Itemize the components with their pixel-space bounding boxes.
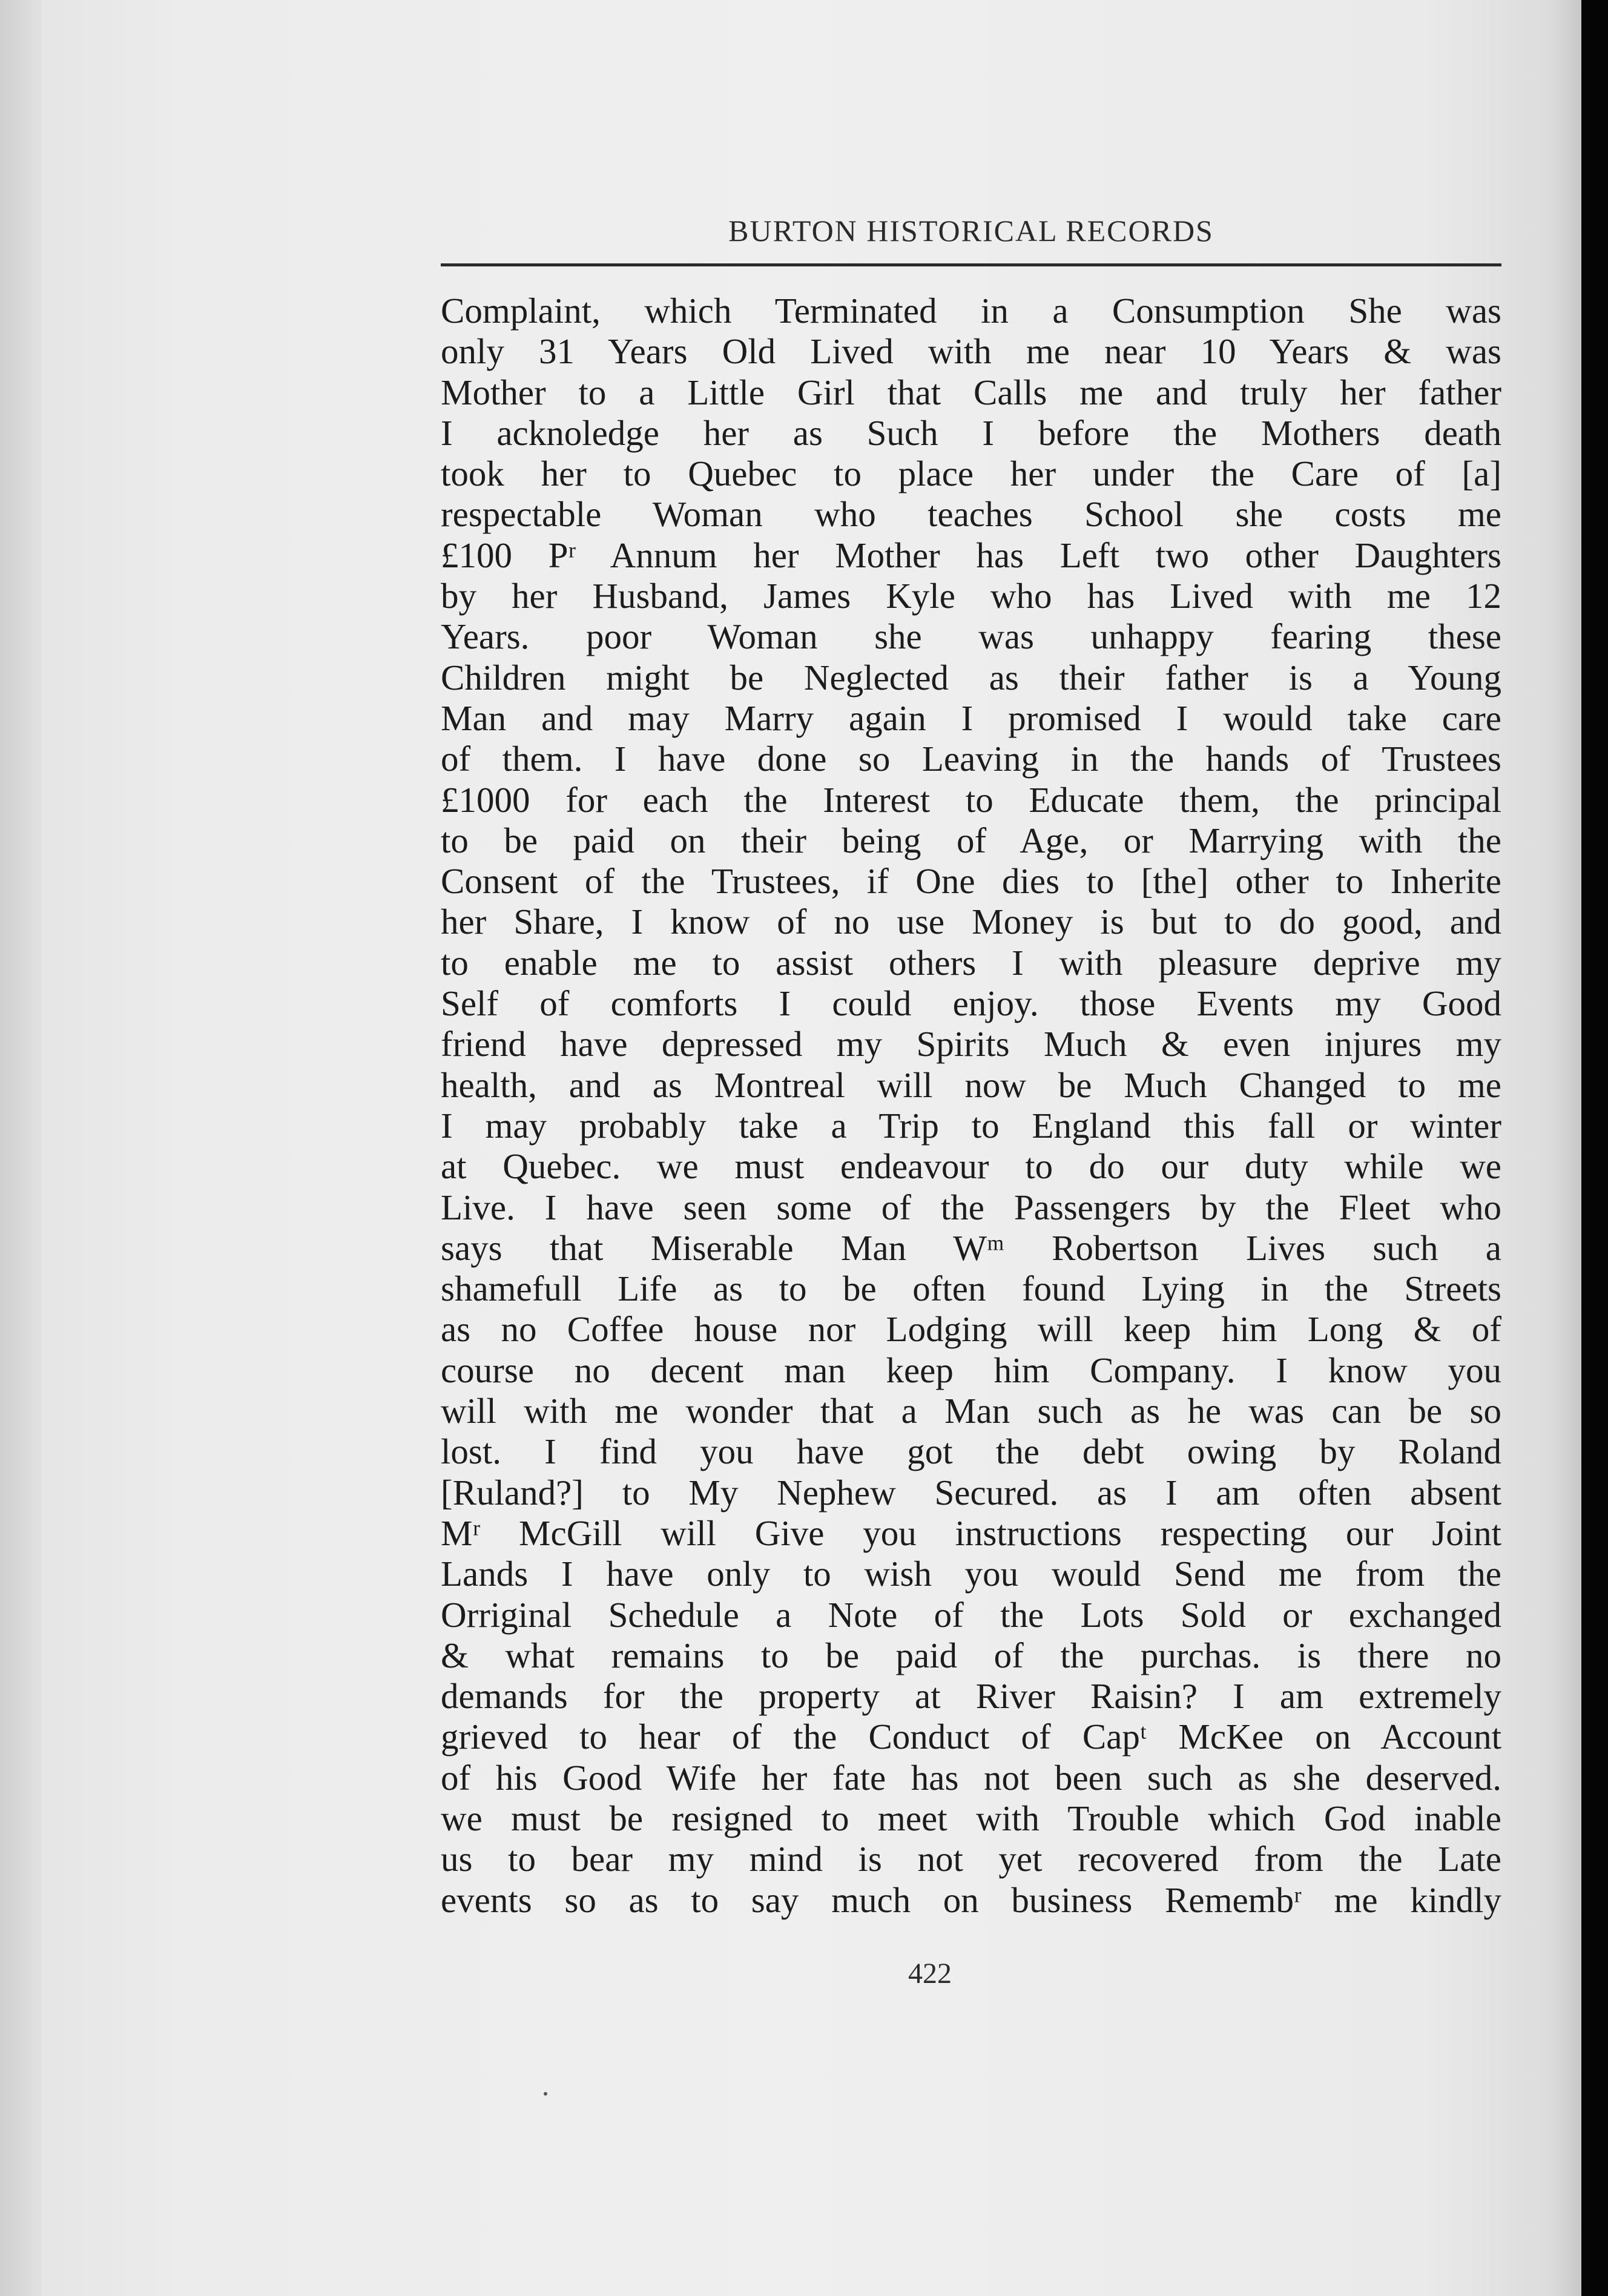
text-line: at Quebec. we must endeavour to do our duty while we [441,1146,1501,1187]
text-line: respectable Woman who teaches School she costs me [441,494,1501,535]
text-line: Orriginal Schedule a Note of the Lots Sold or exchanged [441,1594,1501,1635]
text-line: I may probably take a Trip to England this fall or winter [441,1105,1501,1146]
text-line: her Share, I know of no use Money is but to do good, and [441,902,1501,942]
text-line: us to bear my mind is not yet recovered from the Late [441,1839,1501,1879]
text-line: Mʳ McGill will Give you instructions respecting our Joint [441,1513,1501,1553]
text-line: £100 Pʳ Annum her Mother has Left two other Daughters [441,535,1501,575]
text-line: will with me wonder that a Man such as he was can be so [441,1391,1501,1431]
text-line: [Ruland?] to My Nephew Secured. as I am often absent [441,1472,1501,1513]
text-line: Live. I have seen some of the Passengers by the Fleet who [441,1187,1501,1227]
text-line: we must be resigned to meet with Trouble which God inable [441,1798,1501,1838]
text-line: events so as to say much on business Remembʳ me kindly [441,1879,1501,1920]
text-line: Complaint, which Terminated in a Consumption She was [441,291,1501,331]
text-line: as no Coffee house nor Lodging will keep him Long & of [441,1309,1501,1350]
text-line: & what remains to be paid of the purchas. is there no [441,1635,1501,1675]
text-line: to be paid on their being of Age, or Marrying with the [441,820,1501,860]
text-line: Man and may Marry again I promised I would take care [441,698,1501,738]
text-line: friend have depressed my Spirits Much & even injures my [441,1024,1501,1064]
text-line: health, and as Montreal will now be Much Changed to me [441,1064,1501,1105]
text-line: Children might be Neglected as their father is a Young [441,657,1501,698]
text-line: by her Husband, James Kyle who has Lived with me 12 [441,576,1501,616]
text-line: Lands I have only to wish you would Send me from the [441,1554,1501,1594]
text-line: course no decent man keep him Company. I know you [441,1350,1501,1390]
text-line: to enable me to assist others I with pleasure deprive my [441,942,1501,983]
text-line: grieved to hear of the Conduct of Capᵗ McKee on Account [441,1717,1501,1757]
text-line: Years. poor Woman she was unhappy fearing these [441,616,1501,657]
text-line: shamefull Life as to be often found Lying in the Streets [441,1268,1501,1309]
page-number: 422 [908,1958,952,1990]
gutter-shadow [0,0,42,2296]
text-line: took her to Quebec to place her under the Care of [a] [441,454,1501,494]
text-line: of his Good Wife her fate has not been such as she deserved. [441,1757,1501,1798]
page-header [441,209,1501,266]
text-line: £1000 for each the Interest to Educate them, the principal [441,779,1501,820]
text-line: says that Miserable Man Wᵐ Robertson Lives such a [441,1227,1501,1268]
paper-speck [544,2092,547,2096]
text-line: I acknoledge her as Such I before the Mothers death [441,412,1501,453]
scan-edge [1581,0,1608,2296]
body-text [441,291,1501,1921]
text-line: demands for the property at River Raisin? I am extremely [441,1676,1501,1717]
text-line: only 31 Years Old Lived with me near 10 Years & was [441,331,1501,372]
text-line: Consent of the Trustees, if One dies to [the] other to Inherite [441,861,1501,902]
text-line: Self of comforts I could enjoy. those Events my Good [441,983,1501,1024]
text-line: lost. I find you have got the debt owing by Roland [441,1431,1501,1472]
text-line: of them. I have done so Leaving in the hands of Trustees [441,739,1501,779]
running-head: BURTON HISTORICAL RECORDS [728,214,1214,248]
text-line: Mother to a Little Girl that Calls me and truly her father [441,372,1501,412]
